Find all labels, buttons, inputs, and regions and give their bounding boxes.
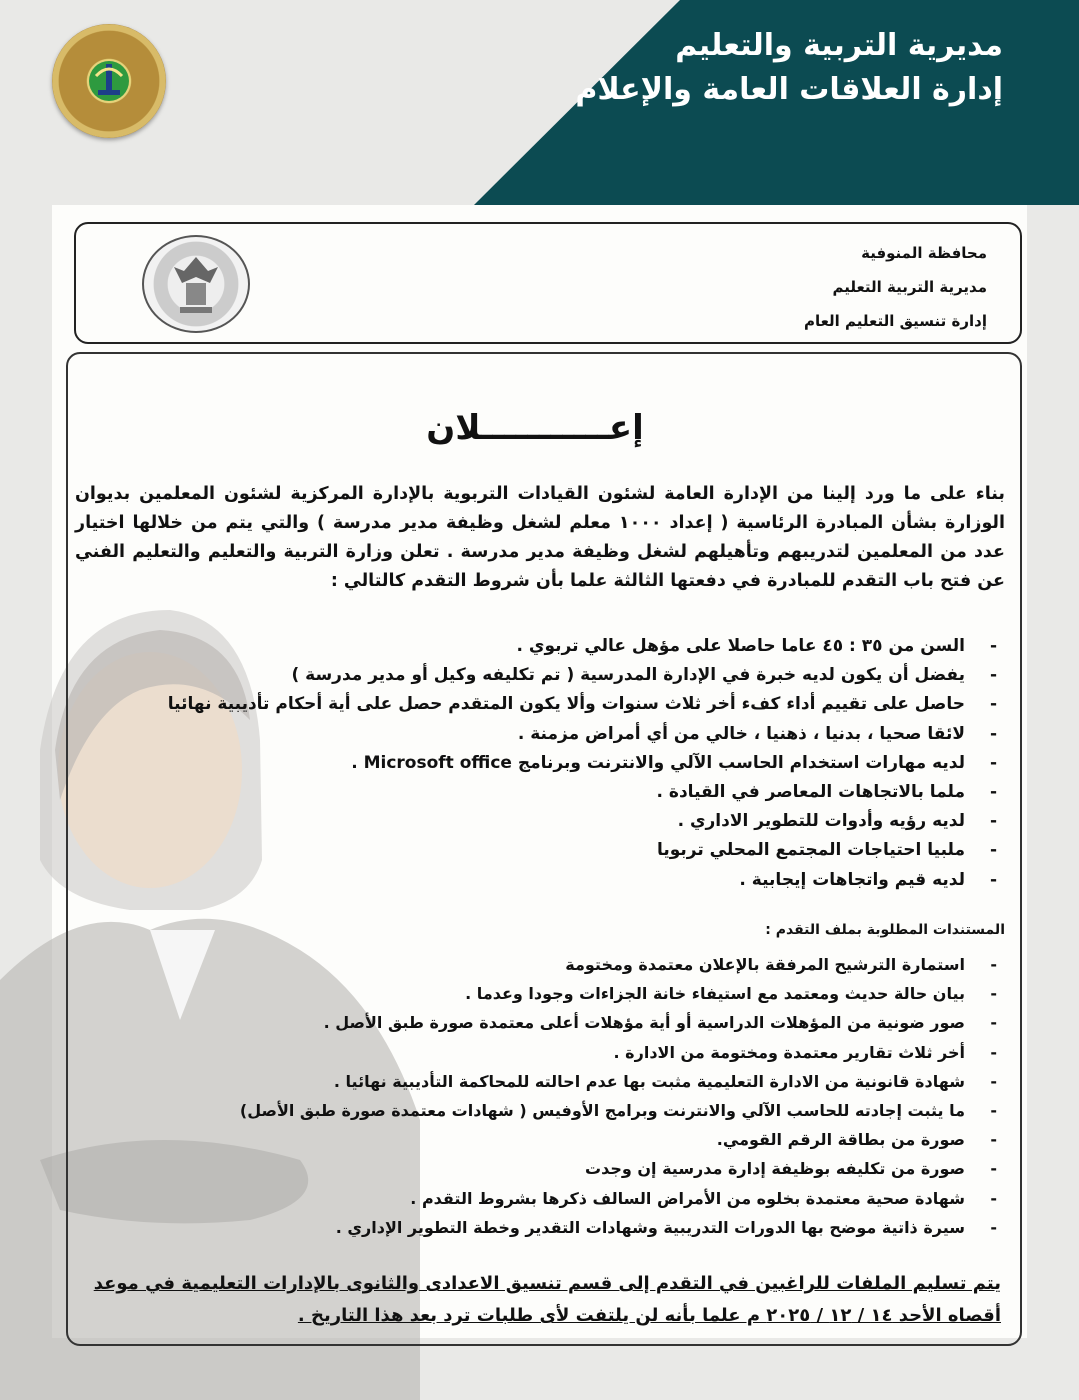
condition-item: - لديه قيم واتجاهات إيجابية .	[168, 866, 1005, 895]
condition-item: - ملما بالاتجاهات المعاصر في القيادة .	[168, 778, 1005, 807]
condition-item: - السن من ٣٥ : ٤٥ عاما حاصلا على مؤهل عالي تربوي .	[168, 632, 1005, 661]
banner-title-line1: مديرية التربية والتعليم	[675, 28, 1003, 63]
header-department: إدارة تنسيق التعليم العام	[803, 312, 987, 330]
banner-title	[575, 24, 1003, 112]
submission-notice-line2: أقصاه الأحد ١٤ / ١٢ / ٢٠٢٥ م علما بأنه لن يلتفت لأى طلبات ترد بعد هذا التاريخ .	[297, 1305, 1001, 1326]
header-directorate: مديرية التربية التعليم	[832, 278, 987, 296]
header-governorate: محافظة المنوفية	[861, 244, 987, 262]
top-banner	[0, 0, 1079, 205]
intro-paragraph: بناء على ما ورد إلينا من الإدارة العامة لشئون القيادات التربوية بالإدارة المركزية لشئون المعلمين بديوان الوزارة بشأن المبادرة الرئاسية ( إعداد ١٠٠٠ معلم لشغل وظيفة مدير مدرسة ) والتي يتم من خلالها اختيار عدد من المعلمين لتدريبهم وتأهيلهم لشغل وظيفة مدير مدرسة . تعلن وزارة التربية والتعليم والتعليم الفني عن فتح باب التقدم للمبادرة في دفعتها الثالثة علما بأن شروط التقدم كالتالي :	[75, 484, 1005, 591]
document-item: - ما يثبت إجادته للحاسب الآلي والانترنت وبرامج الأوفيس ( شهادات معتمدة صورة طبق الأصل)	[240, 1096, 1005, 1125]
document-item: - صور ضونية من المؤهلات الدراسية أو أية مؤهلات أعلى معتمدة صورة طبق الأصل .	[240, 1008, 1005, 1037]
conditions-list	[168, 632, 1005, 895]
condition-item: - ملبيا احتياجات المجتمع المحلي تربويا	[168, 836, 1005, 865]
document-item: - استمارة الترشيح المرفقة بالإعلان معتمدة ومختومة	[240, 950, 1005, 979]
document-item: - صورة من تكليفه بوظيفة إدارة مدرسية إن وجدت	[240, 1154, 1005, 1183]
logo-emblem-icon	[52, 24, 166, 138]
document-header-text	[804, 236, 987, 338]
governorate-logo-icon	[52, 24, 166, 138]
condition-text: لديه مهارات استخدام الحاسب الآلي والانترنت وبرنامج	[517, 752, 965, 773]
documents-list	[240, 950, 1005, 1242]
document-item: - صورة من بطاقة الرقم القومي.	[240, 1125, 1005, 1154]
document-item: - أخر ثلاث تقارير معتمدة ومختومة من الادارة .	[240, 1038, 1005, 1067]
submission-notice	[81, 1268, 1001, 1332]
condition-item: - لديه مهارات استخدام الحاسب الآلي والانترنت وبرنامج Microsoft office .	[168, 749, 1005, 778]
documents-heading: المستندات المطلوبة بملف التقدم :	[765, 922, 1005, 938]
software-name: Microsoft office	[363, 752, 512, 773]
condition-item: - حاصل على تقييم أداء كفء أخر ثلاث سنوات وألا يكون المتقدم حصل على أية أحكام تأديبية نهائيا	[168, 690, 1005, 719]
document-item: - شهادة صحية معتمدة بخلوه من الأمراض السالف ذكرها بشروط التقدم .	[240, 1184, 1005, 1213]
condition-item: - لديه رؤيه وأدوات للتطوير الاداري .	[168, 807, 1005, 836]
document-item: - شهادة قانونية من الادارة التعليمية مثبت بها عدم احالته للمحاكمة التأديبية نهائيا .	[240, 1067, 1005, 1096]
announcement-title: إعـــــــــــلان	[426, 408, 644, 448]
submission-notice-line1: يتم تسليم الملفات للراغبين في التقدم إلى قسم تنسيق الاعدادى والثانوى بالإدارات التعليمية في موعد	[93, 1273, 1001, 1294]
eagle-seal-icon	[142, 235, 250, 333]
condition-item: - يفضل أن يكون لديه خبرة في الإدارة المدرسية ( تم تكليفه وكيل أو مدير مدرسة )	[168, 661, 1005, 690]
document-item: - سيرة ذاتية موضح بها الدورات التدريبية وشهادات التقدير وخطة التطوير الإداري .	[240, 1213, 1005, 1242]
banner-title-line2: إدارة العلاقات العامة والإعلام	[575, 72, 1003, 107]
document-item: - بيان حالة حديث ومعتمد مع استيفاء خانة الجزاءات وجودا وعدما .	[240, 979, 1005, 1008]
condition-item: - لائقا صحيا ، بدنيا ، ذهنيا ، خالي من أي أمراض مزمنة .	[168, 720, 1005, 749]
eagle-emblem-icon	[144, 237, 248, 331]
